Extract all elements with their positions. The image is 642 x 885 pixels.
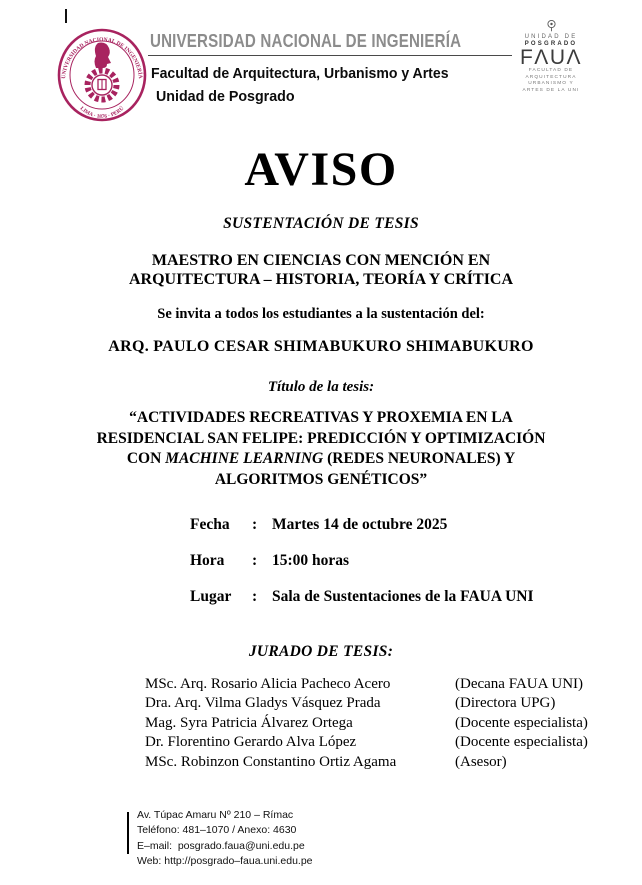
- footer-phone: Teléfono: 481–1070 / Anexo: 4630: [137, 824, 297, 837]
- faua-unit-label-line2: POSGRADO: [524, 41, 578, 47]
- thesis-title-line2: RESIDENCIAL SAN FELIPE: PREDICCIÓN Y OPTIMIZACIÓN: [96, 429, 546, 447]
- faua-posgrado-logo: [512, 19, 590, 94]
- program-name: [0, 251, 642, 289]
- event-details: [190, 517, 534, 625]
- thesis-title-line3: [0, 449, 642, 470]
- jury-member-role: (Docente especialista): [455, 734, 588, 751]
- candidate-name: ARQ. PAULO CESAR SHIMABUKURO SHIMABUKURO: [108, 338, 534, 355]
- detail-row-lugar: [190, 589, 534, 605]
- detail-row-hora: [190, 553, 534, 569]
- faua-sub-line: URBANISMO Y: [528, 81, 574, 87]
- jury-heading: JURADO DE TESIS:: [248, 643, 394, 660]
- faua-unit-label-line1: UNIDAD DE: [524, 34, 578, 40]
- footer-contact-block: [137, 808, 313, 870]
- thesis-title: [0, 408, 642, 490]
- detail-label: Hora: [190, 552, 225, 569]
- jury-member-name: Dra. Arq. Vilma Gladys Vásquez Prada: [145, 695, 381, 712]
- thesis-title-line4: ALGORITMOS GENÉTICOS”: [214, 470, 428, 488]
- detail-value: 15:00 horas: [272, 552, 350, 569]
- program-line1: MAESTRO EN CIENCIAS CON MENCIÓN EN: [151, 252, 491, 269]
- thesis-title-line3-italic: MACHINE LEARNING: [165, 450, 324, 467]
- jury-member-name: Dr. Florentino Gerardo Alva López: [145, 734, 357, 751]
- jury-member-name: MSc. Arq. Rosario Alicia Pacheco Acero: [145, 676, 391, 692]
- detail-separator: :: [252, 588, 258, 605]
- detail-separator: :: [252, 516, 258, 533]
- jury-row: [145, 733, 588, 752]
- jury-member-role: (Directora UPG): [455, 695, 556, 712]
- university-name: UNIVERSIDAD NACIONAL DE INGENIERÍA: [150, 31, 462, 51]
- footer-email: E–mail: posgrado.faua@uni.edu.pe: [137, 839, 305, 852]
- detail-value: Sala de Sustentaciones de la FAUA UNI: [272, 588, 534, 605]
- jury-member-role: (Decana FAUA UNI): [455, 676, 584, 692]
- thesis-title-line1: “ACTIVIDADES RECREATIVAS Y PROXEMIA EN LA: [129, 409, 513, 426]
- unit-name: Unidad de Posgrado: [156, 88, 295, 105]
- detail-label: Fecha: [190, 516, 230, 533]
- detail-value: Martes 14 de octubre 2025: [272, 516, 448, 533]
- faua-wordmark: FΛUΛ: [519, 46, 583, 69]
- detail-separator: :: [252, 552, 258, 569]
- invitation-text: Se invita a todos los estudiantes a la sustentación del:: [157, 306, 485, 322]
- jury-member-name: MSc. Robinzon Constantino Ortiz Agama: [145, 753, 397, 770]
- detail-label: Lugar: [190, 588, 232, 605]
- detail-row-fecha: [190, 517, 534, 533]
- jury-member-name: Mag. Syra Patricia Álvarez Ortega: [145, 714, 353, 731]
- thesis-title-label: Título de la tesis:: [267, 379, 375, 395]
- faua-sub-line: ARQUITECTURA: [525, 74, 577, 80]
- faua-sub-line: ARTES DE LA UNI: [522, 87, 580, 93]
- footer-divider-bar: [127, 812, 129, 854]
- uni-seal-logo: [56, 27, 148, 123]
- thesis-title-line3-pre: CON: [126, 450, 166, 467]
- faua-emblem-icon: [546, 19, 557, 32]
- jury-row: [145, 675, 588, 694]
- jury-row: [145, 753, 588, 772]
- jury-list: [145, 675, 588, 772]
- jury-row: [145, 714, 588, 733]
- faua-sub-line: FACULTAD DE: [528, 68, 574, 73]
- thesis-title-line3-post: (REDES NEURONALES) Y: [323, 450, 516, 467]
- faculty-name: Facultad de Arquitectura, Urbanismo y Artes: [151, 66, 449, 82]
- notice-subtitle: SUSTENTACIÓN DE TESIS: [223, 215, 419, 232]
- seal-ring-text: UNIVERSIDAD NACIONAL DE INGENIERÍA: [61, 36, 143, 80]
- footer-web: Web: http://posgrado–faua.uni.edu.pe: [137, 855, 313, 868]
- seal-bottom-text: LIMA · 1876 · PERÚ: [78, 105, 126, 121]
- jury-member-role: (Docente especialista): [455, 714, 588, 731]
- jury-member-role: (Asesor): [455, 753, 507, 770]
- header-divider: [148, 55, 512, 56]
- jury-row: [145, 694, 588, 713]
- stray-cursor-mark: [65, 9, 67, 23]
- notice-title: AVISO: [244, 143, 398, 196]
- program-line2: ARQUITECTURA – HISTORIA, TEORÍA Y CRÍTICA: [128, 271, 514, 288]
- footer-address: Av. Túpac Amaru Nº 210 – Rímac: [137, 809, 294, 821]
